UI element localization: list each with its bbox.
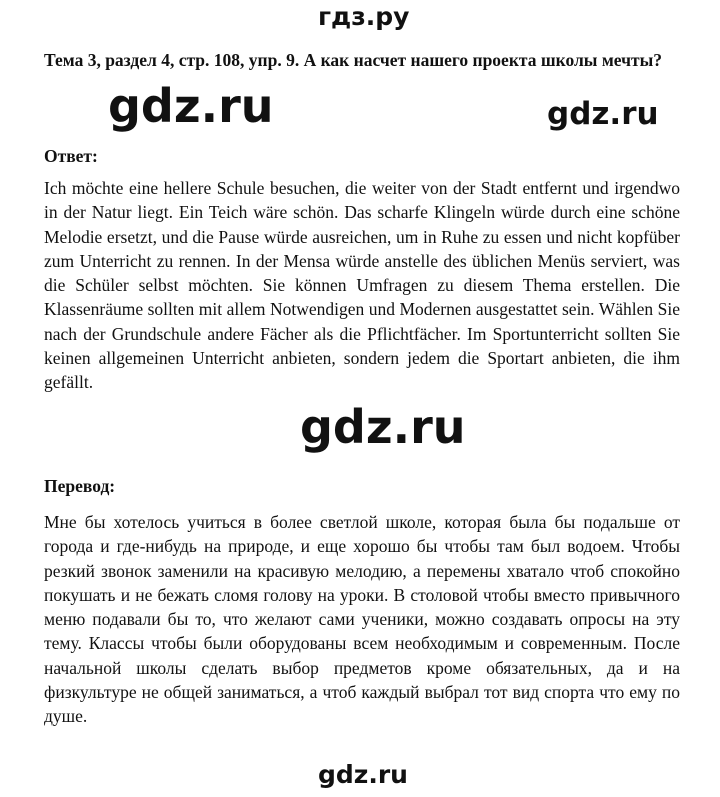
answer-label: Ответ: [44,146,98,166]
watermark-middle: gdz.ru [300,400,466,454]
watermark-right: gdz.ru [547,96,659,132]
watermark-bottom: gdz.ru [318,760,408,789]
answer-text: Ich möchte eine hellere Schule besuchen, die weiter von der Stadt entfernt und irgendwo in der Natur liegt. Ein Teich wäre schön. Das scharfe Klingeln würde durch eine schöne Melodie ersetzt, und die Pause würde ausreichen, um in Ruhe zu essen und nicht kopfüber zum Unterricht zu rennen. In der Mensa würde anstelle des üblichen Menüs serviert, was die Schüler selbst möchten. Sie können Umfragen zu diesem Thema erstellen. Die Klassenräume sollten mit allem Notwendigen und Modernen ausgestattet sein. Wählen Sie nach der Grundschule andere Fächer als die Pflichtfächer. Im Sportunterricht sollten Sie keinen allgemeinen Unterricht anbieten, sondern jedem die Sportart anbieten, die ihm gefällt. [44,178,680,393]
translation-label: Перевод: [44,476,116,496]
translation-text: Мне бы хотелось учиться в более светлой школе, которая была бы подальше от города и где-нибудь на природе, и еще хорошо бы чтобы там был водоем. Чтобы резкий звонок заменили на красивую мелодию, а перемены хватало чтоб спокойно покушать и не бежать сломя голову на уроки. В столовой чтобы вместо привычного меню подавали бы то, что желают сами ученики, можно создавать опросы на эту тему. Классы чтобы были оборудованы всем необходимым и современным. После начальной школы сделать выбор предметов кроме обязательных, да и на физкультуре не общей заниматься, а чтоб каждый выбрал тот вид спорта что ему по душе. [44,512,680,727]
watermark-top: гдз.ру [318,2,410,31]
task-title: Тема 3, раздел 4, стр. 108, упр. 9. А как насчет нашего проекта школы мечты? [44,50,662,70]
watermark-left: gdz.ru [108,79,274,133]
